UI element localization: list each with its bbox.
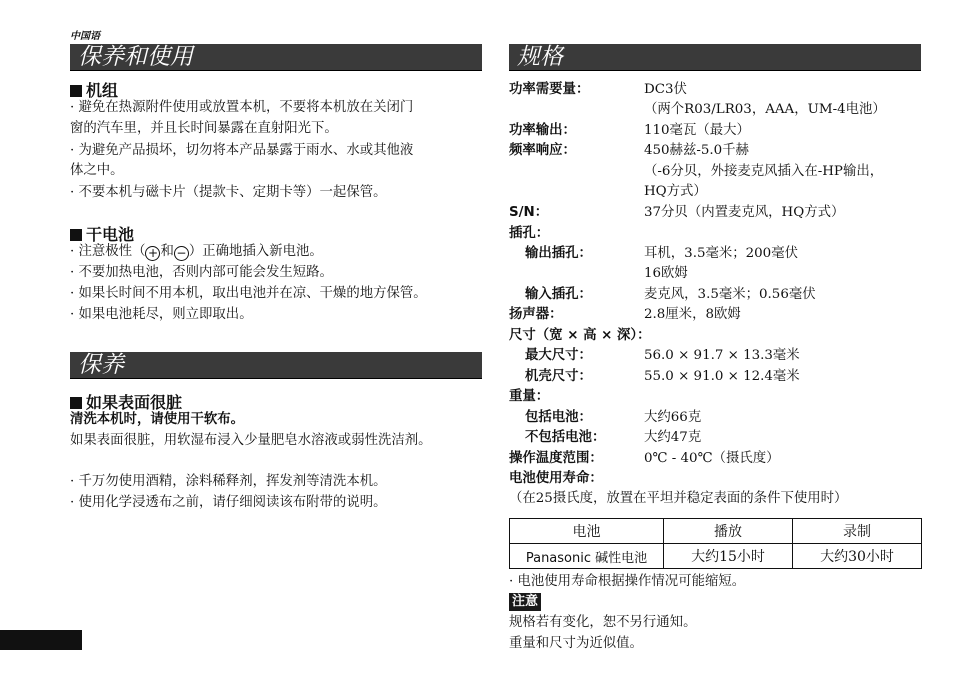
spec-value: （在25摄氏度，放置在平坦并稳定表面的条件下使用时） <box>509 491 848 506</box>
battery-life-table <box>509 518 922 569</box>
spec-value: （-6分贝，外接麦克风插入在-HP输出， <box>644 164 884 179</box>
spec-label: 最大尺寸： <box>525 348 592 363</box>
spec-label: 功率输出： <box>509 123 576 138</box>
battery-heading: 干电池 <box>70 222 134 245</box>
note-badge: 注意 <box>509 593 541 611</box>
page-tab-bar <box>0 630 82 650</box>
spec-label: S/N： <box>509 205 549 220</box>
spec-label: 重量： <box>509 389 550 404</box>
square-bullet-icon <box>70 229 82 241</box>
spec-label: 操作温度范围： <box>509 451 603 466</box>
spec-value: （两个R03/LR03，AAA，UM-4电池） <box>644 102 886 117</box>
unit-line: 体之中。 <box>70 163 124 178</box>
battery-line: · 不要加热电池，否则内部可能会发生短路。 <box>70 265 333 280</box>
square-bullet-icon <box>70 397 82 409</box>
unit-heading: 机组 <box>70 78 118 101</box>
spec-value: 大约66克 <box>644 410 702 425</box>
spec-value: DC3伏 <box>644 82 687 97</box>
banner-title: 规格 <box>517 44 563 70</box>
unit-line: · 不要本机与磁卡片（提款卡、定期卡等）一起保管。 <box>70 185 387 200</box>
maintenance-banner <box>70 352 482 379</box>
specifications-banner <box>509 44 921 71</box>
banner-title: 保养和使用 <box>78 44 193 70</box>
banner-title: 保养 <box>78 352 124 378</box>
spec-label: 电池使用寿命： <box>509 471 603 486</box>
spec-value: 55.0 × 91.0 × 12.4毫米 <box>644 369 800 384</box>
battery-line: · 如果长时间不用本机，取出电池并在凉、干燥的地方保管。 <box>70 286 427 301</box>
care-and-use-banner <box>70 44 482 71</box>
table-note: · 电池使用寿命根据操作情况可能缩短。 <box>509 574 746 589</box>
unit-line: · 为避免产品损坏，切勿将本产品暴露于雨水、水或其他液 <box>70 143 414 158</box>
spec-value: 2.8厘米，8欧姆 <box>644 307 741 322</box>
table-header: 录制 <box>793 519 922 544</box>
note-line: 重量和尺寸为近似值。 <box>509 636 643 651</box>
spec-value: 大约47克 <box>644 430 702 445</box>
table-cell: 大约15小时 <box>664 544 793 569</box>
spec-label: 功率需要量： <box>509 82 590 97</box>
spec-label: 输入插孔： <box>525 287 592 302</box>
spec-value: 56.0 × 91.7 × 13.3毫米 <box>644 348 800 363</box>
table-header-row <box>510 519 922 544</box>
language-label: 中国语 <box>70 31 100 42</box>
spec-value: 16欧姆 <box>644 266 688 281</box>
table-header: 电池 <box>510 519 664 544</box>
battery-line: · 如果电池耗尽，则立即取出。 <box>70 307 253 322</box>
table-cell: 大约30小时 <box>793 544 922 569</box>
note-line: 规格若有变化，恕不另行通知。 <box>509 615 697 630</box>
spec-label: 插孔： <box>509 226 550 241</box>
dirty-bold-line: 清洗本机时，请使用干软布。 <box>70 412 245 427</box>
dirty-bullet: · 使用化学浸透布之前，请仔细阅读该布附带的说明。 <box>70 495 387 510</box>
spec-label: 尺寸（宽 × 高 × 深）： <box>509 328 651 343</box>
spec-label: 包括电池： <box>525 410 592 425</box>
spec-label: 不包括电池： <box>525 430 606 445</box>
spec-label: 频率响应： <box>509 143 576 158</box>
unit-line: 窗的汽车里，并且长时间暴露在直射阳光下。 <box>70 121 338 136</box>
dirty-bullet: · 千万勿使用酒精，涂料稀释剂，挥发剂等清洗本机。 <box>70 474 387 489</box>
spec-value: 37分贝（内置麦克风，HQ方式） <box>644 205 845 220</box>
dirty-line: 如果表面很脏，用软湿布浸入少量肥皂水溶液或弱性洗洁剂。 <box>70 433 432 448</box>
battery-line-polarity: · 注意极性（ + 和 − ）正确地插入新电池。 <box>70 244 323 260</box>
spec-label: 输出插孔： <box>525 246 592 261</box>
spec-value: 450赫兹-5.0千赫 <box>644 143 749 158</box>
spec-value: 麦克风，3.5毫米；0.56毫伏 <box>644 287 816 302</box>
spec-label: 机壳尺寸： <box>525 369 592 384</box>
table-header: 播放 <box>664 519 793 544</box>
spec-value: 0℃ - 40℃（摄氏度） <box>644 451 780 466</box>
plus-icon: + <box>145 246 160 261</box>
dirty-heading: 如果表面很脏 <box>70 390 182 413</box>
square-bullet-icon <box>70 85 82 97</box>
table-cell: Panasonic 碱性电池 <box>510 544 664 569</box>
unit-line: · 避免在热源附件使用或放置本机，不要将本机放在关闭门 <box>70 100 414 115</box>
spec-value: HQ方式） <box>644 184 707 199</box>
spec-label: 扬声器： <box>509 307 563 322</box>
table-row <box>510 544 922 569</box>
minus-icon: − <box>174 246 189 261</box>
spec-value: 110毫瓦（最大） <box>644 123 750 138</box>
spec-value: 耳机，3.5毫米；200毫伏 <box>644 246 798 261</box>
